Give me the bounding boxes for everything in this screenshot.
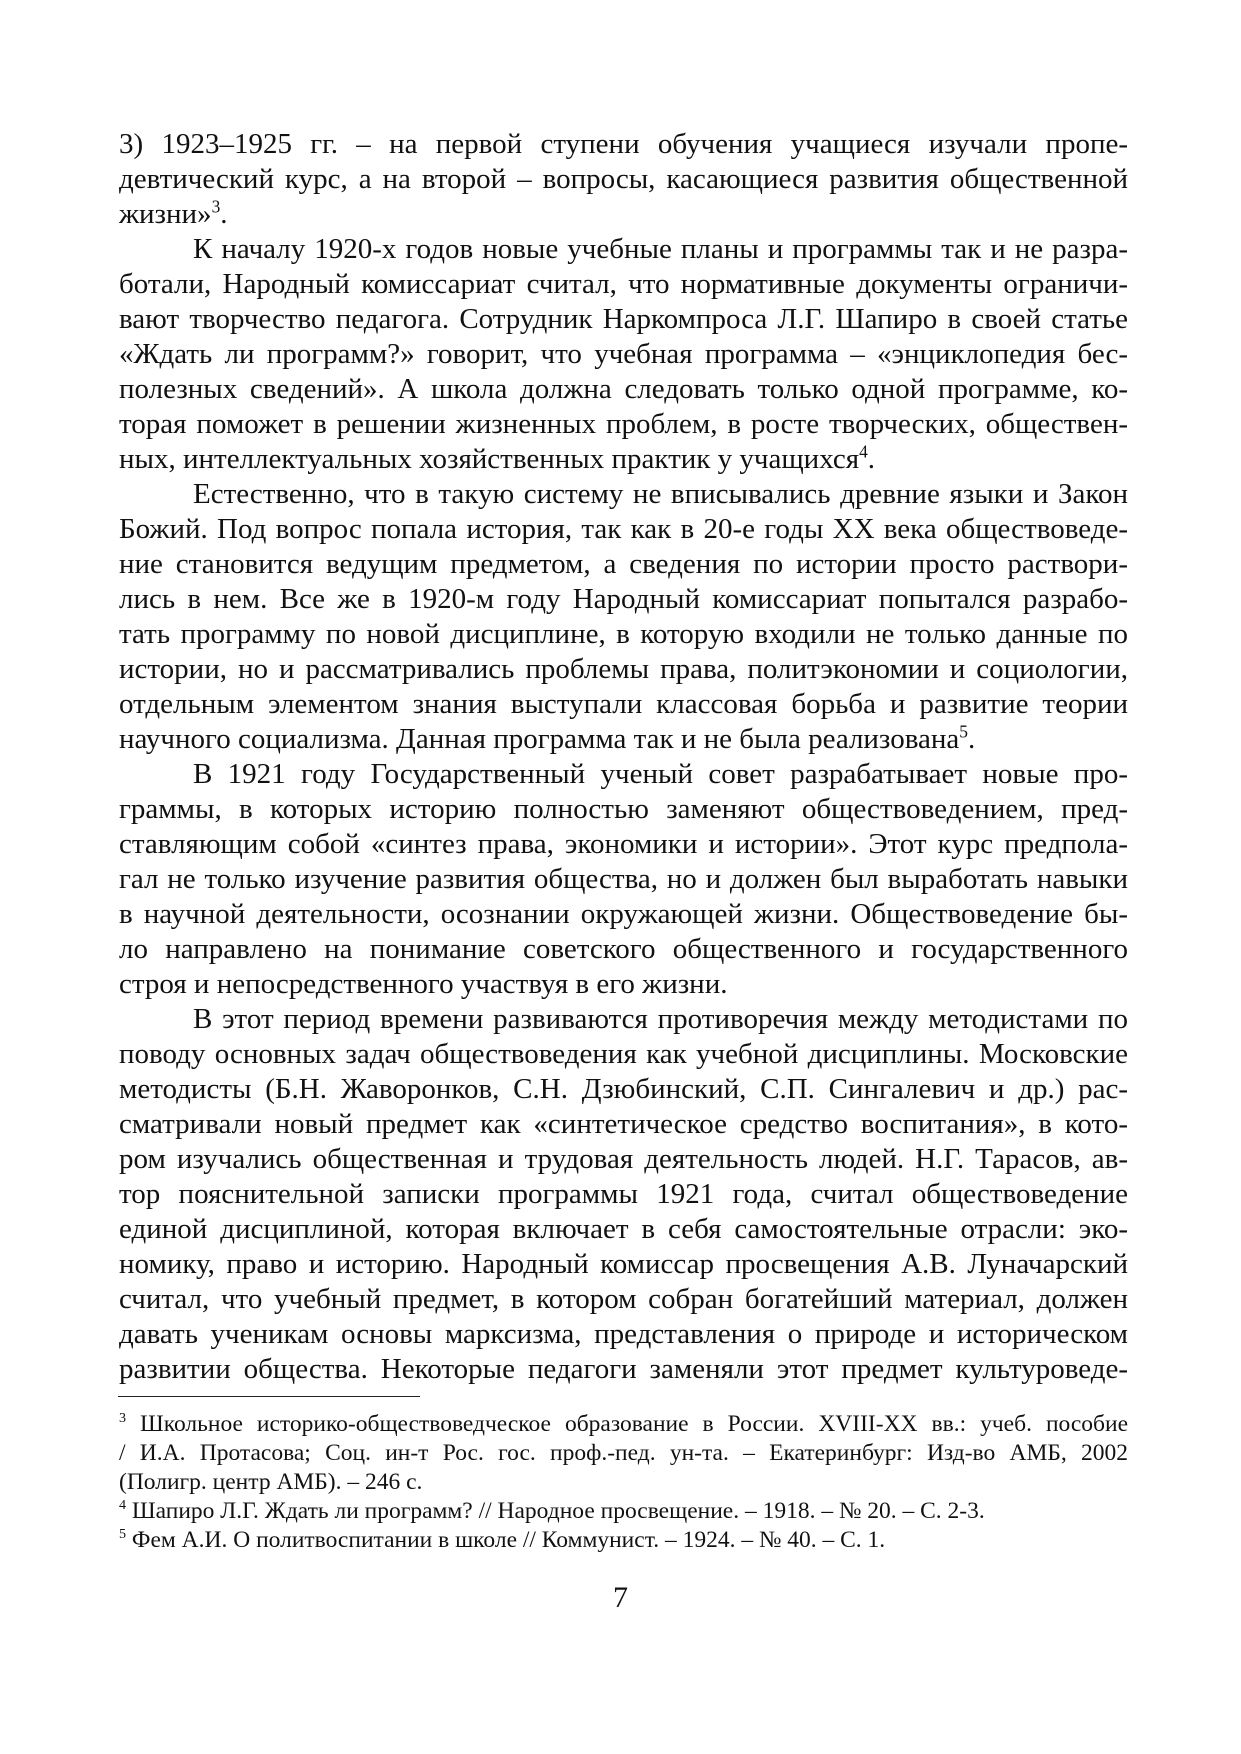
line-text: в научной деятельности, осознании окружающей жизни. Обществоведение бы- — [119, 898, 1128, 930]
text-line — [119, 1072, 1128, 1107]
text-line — [119, 1037, 1128, 1072]
text-line — [119, 582, 1128, 617]
text-line — [119, 477, 1128, 512]
text-line — [119, 932, 1128, 967]
text-line — [119, 722, 1128, 757]
footnote-reference: 3 — [211, 197, 221, 217]
footnote-separator — [118, 1396, 420, 1397]
text-line — [119, 967, 1128, 1002]
text-line — [119, 547, 1128, 582]
text-line — [119, 1352, 1128, 1387]
text-line — [119, 687, 1128, 722]
line-text: гал не только изучение развития общества, но и должен был выработать навыки — [119, 863, 1128, 895]
text-line — [119, 127, 1128, 162]
line-text: единой дисциплиной, которая включает в себя самостоятельные отрасли: эко- — [119, 1213, 1128, 1245]
line-text: 3) 1923–1925 гг. – на первой ступени обучения учащиеся изучали пропе- — [119, 128, 1128, 160]
text-line — [119, 792, 1128, 827]
line-text: методисты (Б.Н. Жаворонков, С.Н. Дзюбинский, С.П. Сингалевич и др.) рас- — [119, 1073, 1128, 1105]
line-text: развитии общества. Некоторые педагоги заменяли этот предмет культуроведе- — [119, 1353, 1128, 1385]
line-text: давать ученикам основы марксизма, представления о природе и историческом — [119, 1318, 1128, 1350]
line-text: сматривали новый предмет как «синтетическое средство воспитания», в кото- — [119, 1108, 1128, 1140]
line-text: К началу 1920-х годов новые учебные планы и программы так и не разра- — [193, 233, 1128, 265]
line-text: строя и непосредственного участвуя в его жизни. — [119, 968, 728, 1000]
text-line — [119, 897, 1128, 932]
line-text: считал, что учебный предмет, в котором собран богатейший материал, должен — [119, 1283, 1128, 1315]
footnote-text: Шапиро Л.Г. Ждать ли программ? // Народное просвещение. – 1918. – № 20. – С. 2-3. — [131, 1498, 985, 1524]
line-text: истории, но и рассматривались проблемы права, политэкономии и социологии, — [119, 653, 1128, 685]
footnote-text: Фем А.И. О политвоспитании в школе // Коммунист. – 1924. – № 40. – С. 1. — [131, 1527, 886, 1553]
text-line — [119, 442, 1128, 477]
footnote-line — [119, 1468, 1128, 1497]
line-text: В этот период времени развиваются противоречия между методистами по — [193, 1003, 1128, 1035]
line-text: Божий. Под вопрос попала история, так как в 20-е годы XX века обществоведе- — [119, 513, 1128, 545]
text-line — [119, 372, 1128, 407]
footnote-reference: 5 — [959, 722, 968, 742]
line-text: «Ждать ли программ?» говорит, что учебная программа – «энциклопедия бес- — [119, 338, 1128, 370]
paragraph — [119, 477, 1128, 757]
paragraph — [119, 127, 1128, 232]
line-text: . — [867, 443, 876, 475]
line-text: отдельным элементом знания выступали классовая борьба и развитие теории — [119, 688, 1128, 720]
footnote — [119, 1410, 1128, 1497]
footnote-number: 4 — [119, 1497, 127, 1514]
footnotes — [119, 1410, 1128, 1555]
text-line — [119, 337, 1128, 372]
text-line — [119, 1247, 1128, 1282]
footnote — [119, 1526, 1128, 1555]
text-line — [119, 162, 1128, 197]
text-line — [119, 757, 1128, 792]
line-text: Естественно, что в такую систему не вписывались древние языки и Закон — [193, 478, 1128, 510]
text-line — [119, 512, 1128, 547]
line-text: жизни» — [119, 198, 212, 230]
line-text: вают творчество педагога. Сотрудник Наркомпроса Л.Г. Шапиро в своей статье — [119, 303, 1128, 335]
footnote-line — [119, 1526, 1128, 1555]
line-text: граммы, в которых историю полностью заменяют обществоведением, пред- — [119, 793, 1128, 825]
text-line — [119, 1212, 1128, 1247]
line-text: тать программу по новой дисциплине, в которую входили не только данные по — [119, 618, 1128, 650]
line-text: В 1921 году Государственный ученый совет разрабатывает новые про- — [193, 758, 1128, 790]
line-text: ставляющим собой «синтез права, экономики и истории». Этот курс предпола- — [119, 828, 1128, 860]
line-text: ние становится ведущим предметом, а сведения по истории просто раствори- — [119, 548, 1128, 580]
footnote-text: (Полигр. центр АМБ). – 246 с. — [119, 1469, 423, 1495]
page-number: 7 — [613, 1581, 628, 1614]
line-text: девтический курс, а на второй – вопросы, касающиеся развития общественной — [119, 163, 1128, 195]
footnote-reference: 4 — [859, 442, 868, 462]
text-line — [119, 617, 1128, 652]
line-text: . — [968, 723, 976, 755]
text-line — [119, 1107, 1128, 1142]
paragraph — [119, 1002, 1128, 1387]
line-text: . — [220, 198, 228, 230]
text-line — [119, 302, 1128, 337]
footnote-text: Школьное историко-обществоведческое образование в России. XVIII-XX вв.: учеб. пособие — [140, 1411, 1128, 1437]
line-text: ром изучались общественная и трудовая деятельность людей. Н.Г. Тарасов, ав- — [119, 1143, 1128, 1175]
text-line — [119, 197, 1128, 232]
footnote-number: 5 — [119, 1526, 127, 1543]
footnote-line — [119, 1410, 1128, 1439]
footnote — [119, 1497, 1128, 1526]
line-text: тор пояснительной записки программы 1921 года, считал обществоведение — [119, 1178, 1128, 1210]
text-line — [119, 652, 1128, 687]
text-line — [119, 862, 1128, 897]
footnote-line — [119, 1439, 1128, 1468]
body-text — [119, 127, 1128, 1387]
footnote-number: 3 — [119, 1410, 127, 1427]
text-line — [119, 232, 1128, 267]
text-line — [119, 827, 1128, 862]
line-text: торая поможет в решении жизненных проблем, в росте творческих, обществен- — [119, 408, 1128, 440]
text-line — [119, 407, 1128, 442]
text-line — [119, 1317, 1128, 1352]
line-text: ботали, Народный комиссариат считал, что нормативные документы ограничи- — [119, 268, 1128, 300]
text-line — [119, 1282, 1128, 1317]
line-text: научного социализма. Данная программа так и не была реализована — [119, 723, 960, 755]
line-text: поводу основных задач обществоведения как учебной дисциплины. Московские — [119, 1038, 1128, 1070]
line-text: ных, интеллектуальных хозяйственных практик у учащихся — [119, 443, 860, 475]
text-line — [119, 1177, 1128, 1212]
text-line — [119, 1002, 1128, 1037]
line-text: лись в нем. Все же в 1920-м году Народный комиссариат попытался разрабо- — [119, 583, 1128, 615]
line-text: номику, право и историю. Народный комиссар просвещения А.В. Луначарский — [119, 1248, 1128, 1280]
line-text: ло направлено на понимание советского общественного и государственного — [119, 933, 1128, 965]
text-line — [119, 1142, 1128, 1177]
footnote-line — [119, 1497, 1128, 1526]
footnote-text: / И.А. Протасова; Соц. ин-т Рос. гос. проф.-пед. ун-та. – Екатеринбург: Изд-во АМБ, 2002 — [119, 1440, 1128, 1466]
text-line — [119, 267, 1128, 302]
paragraph — [119, 232, 1128, 477]
line-text: полезных сведений». А школа должна следовать только одной программе, ко- — [119, 373, 1128, 405]
paragraph — [119, 757, 1128, 1002]
